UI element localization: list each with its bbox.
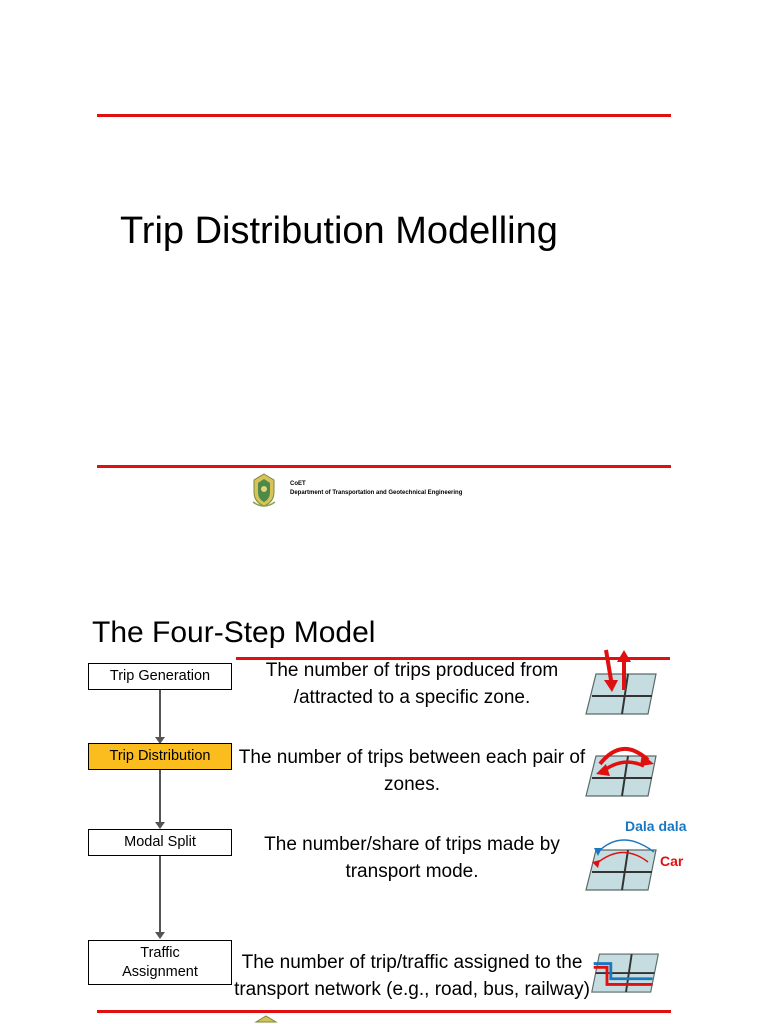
zone-grid-network-icon	[588, 950, 664, 998]
university-crest-logo-partial	[252, 1014, 280, 1024]
step-description-traffic-assignment: The number of trip/traffic assigned to the transport network (e.g., road, bus, railway)	[234, 952, 590, 1000]
step-description-trip-generation: The number of trips produced from /attracted to a specific zone.	[265, 660, 559, 708]
footer-college: CoET	[290, 481, 306, 487]
mode-label-car: Car	[660, 853, 684, 869]
slide2-bottom-red-rule	[97, 1010, 671, 1013]
step-description-modal-split: The number/share of trips made by transport mode.	[264, 834, 560, 882]
zone-grid-mode-arrows-icon	[582, 824, 662, 894]
bottom-red-rule	[97, 465, 671, 468]
zone-grid-curved-arrows-icon	[582, 734, 662, 804]
step-box-traffic-assignment: Traffic Assignment	[88, 940, 232, 985]
connector-3	[159, 856, 161, 932]
step-box-trip-generation: Trip Generation	[88, 663, 232, 690]
connector-1	[159, 690, 161, 738]
department-footer	[290, 480, 462, 498]
slide-title: Trip Distribution Modelling	[120, 210, 558, 252]
top-red-rule	[97, 114, 671, 117]
step-description-trip-distribution: The number of trips between each pair of zones.	[238, 747, 586, 795]
mode-label-dala-dala: Dala dala	[625, 818, 687, 834]
step-box-trip-distribution: Trip Distribution	[88, 743, 232, 770]
connector-3-arrowhead	[155, 932, 165, 939]
zone-grid-vertical-arrows-icon	[582, 646, 662, 716]
connector-2	[159, 770, 161, 822]
university-crest-logo	[250, 472, 278, 508]
connector-2-arrowhead	[155, 822, 165, 829]
step-box-modal-split: Modal Split	[88, 829, 232, 856]
four-step-title: The Four-Step Model	[92, 616, 376, 649]
footer-department: Department of Transportation and Geotechnical Engineering	[290, 490, 463, 496]
